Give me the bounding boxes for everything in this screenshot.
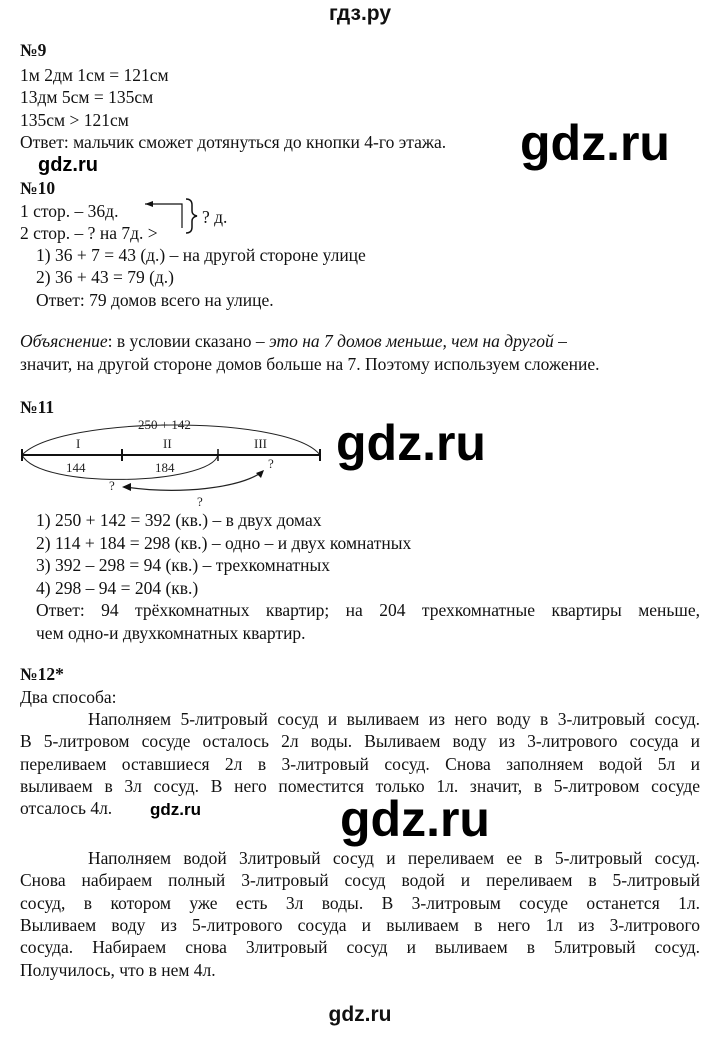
arrow-head-icon bbox=[145, 201, 153, 207]
text-line: 1) 36 + 7 = 43 (д.) – на другой стороне улице bbox=[36, 245, 366, 265]
text-line: сосуда. Набираем снова 3литровый сосуд и выливаем в 5литровый сосуд. bbox=[20, 937, 700, 958]
task10-explanation bbox=[20, 330, 567, 352]
text-line: Ответ: 94 трёхкомнатных квартир; на 204 трехкомнатные квартиры меньше, bbox=[36, 600, 700, 620]
text-line: 3) 392 – 298 = 94 (кв.) – трехкомнатных bbox=[36, 555, 330, 575]
text-line: Наполняем водой 3литровый сосуд и переливаем ее в 5-литровый сосуд. bbox=[88, 848, 700, 868]
text-line: Ответ: 79 домов всего на улице. bbox=[36, 289, 274, 310]
task11-title: №11 bbox=[20, 397, 55, 417]
task9-title: №9 bbox=[20, 40, 47, 60]
text-line: отсалось 4л. bbox=[20, 798, 113, 819]
compare-arrow bbox=[125, 472, 262, 490]
text-line: 1м 2дм 1см = 121см bbox=[20, 65, 169, 85]
text-line: Два способа: bbox=[20, 687, 117, 707]
text-line: 1) 250 + 142 = 392 (кв.) – в двух домах bbox=[36, 510, 322, 530]
text-line: Снова набираем полный 3-литровый сосуд водой и переливаем в 5-литровый bbox=[20, 870, 700, 891]
watermark: gdz.ru bbox=[336, 415, 486, 471]
text-line: чем одно-и двухкомнатных квартир. bbox=[36, 622, 306, 643]
value-label: 184 bbox=[155, 460, 175, 475]
text-line: 13дм 5см = 135см bbox=[20, 87, 154, 108]
site-footer: gdz.ru bbox=[328, 1003, 392, 1026]
text-line: Ответ: мальчик сможет дотянуться до кнопки 4-го этажа. bbox=[20, 131, 447, 152]
text-line: В 5-литровом сосуде осталось 2л воды. Выливаем воду из 3-литрового сосуда и bbox=[20, 731, 700, 752]
text-line: Выливаем воду из 5-литрового сосуда и выливаем в него 1л из 3-литрового bbox=[20, 914, 700, 935]
text-line: переливаем оставшиеся 2л в 3-литровый сосуд. Снова заполняем водой 5л и bbox=[20, 753, 700, 774]
explanation-part: Объяснение bbox=[20, 331, 108, 351]
text-line: 2) 114 + 184 = 298 (кв.) – одно – и двух комнатных bbox=[36, 532, 412, 553]
text-line: 2 стор. – ? на 7д. > bbox=[20, 223, 158, 243]
total-label: 250 + 142 bbox=[138, 417, 191, 432]
task10-title: №10 bbox=[20, 178, 56, 198]
text-line: 2) 36 + 43 = 79 (д.) bbox=[36, 267, 175, 288]
task11-diagram bbox=[0, 410, 330, 510]
value-label: 144 bbox=[66, 460, 86, 475]
explanation-part: – bbox=[553, 331, 567, 351]
watermark-small: gdz.ru bbox=[150, 800, 201, 819]
text-line: Наполняем 5-литровый сосуд и выливаем из него воду в 3-литровый сосуд. bbox=[88, 709, 700, 729]
question-label: ? bbox=[109, 478, 115, 493]
question-label: ? bbox=[197, 494, 203, 509]
watermark-small: gdz.ru bbox=[38, 154, 98, 176]
value-label: ? bbox=[268, 456, 274, 471]
text-line: 135см > 121см bbox=[20, 109, 129, 130]
task10-question: ? д. bbox=[202, 207, 228, 227]
text-line: значит, на другой стороне домов больше на 7. Поэтому используем сложение. bbox=[20, 354, 600, 374]
sum-arc bbox=[22, 455, 218, 479]
watermark: gdz.ru bbox=[340, 791, 490, 847]
part-label: III bbox=[254, 436, 267, 451]
explanation-part: : в условии сказано – bbox=[107, 331, 269, 351]
arrow-head-icon bbox=[122, 483, 131, 491]
text-line: сосуд, в котором уже есть 3л воды. В 3-литровым сосуде останется 1л. bbox=[20, 892, 700, 913]
arrow-head-icon bbox=[256, 470, 264, 478]
explanation-part: это на 7 домов меньше, чем на другой bbox=[268, 331, 554, 351]
task12-title: №12* bbox=[20, 664, 64, 684]
text-line: выливаем в 3л сосуд. В него поместится только 1л. значит, в 5-литровом сосуде bbox=[20, 775, 700, 796]
watermark: gdz.ru bbox=[520, 115, 670, 171]
site-header: гдз.ру bbox=[328, 2, 392, 25]
text-line: 1 стор. – 36д. bbox=[20, 201, 119, 221]
part-label: II bbox=[163, 436, 172, 451]
text-line: Получилось, что в нем 4л. bbox=[20, 959, 216, 980]
text-line: 4) 298 – 94 = 204 (кв.) bbox=[36, 577, 199, 598]
part-label: I bbox=[76, 436, 81, 451]
brace-icon bbox=[186, 199, 197, 233]
